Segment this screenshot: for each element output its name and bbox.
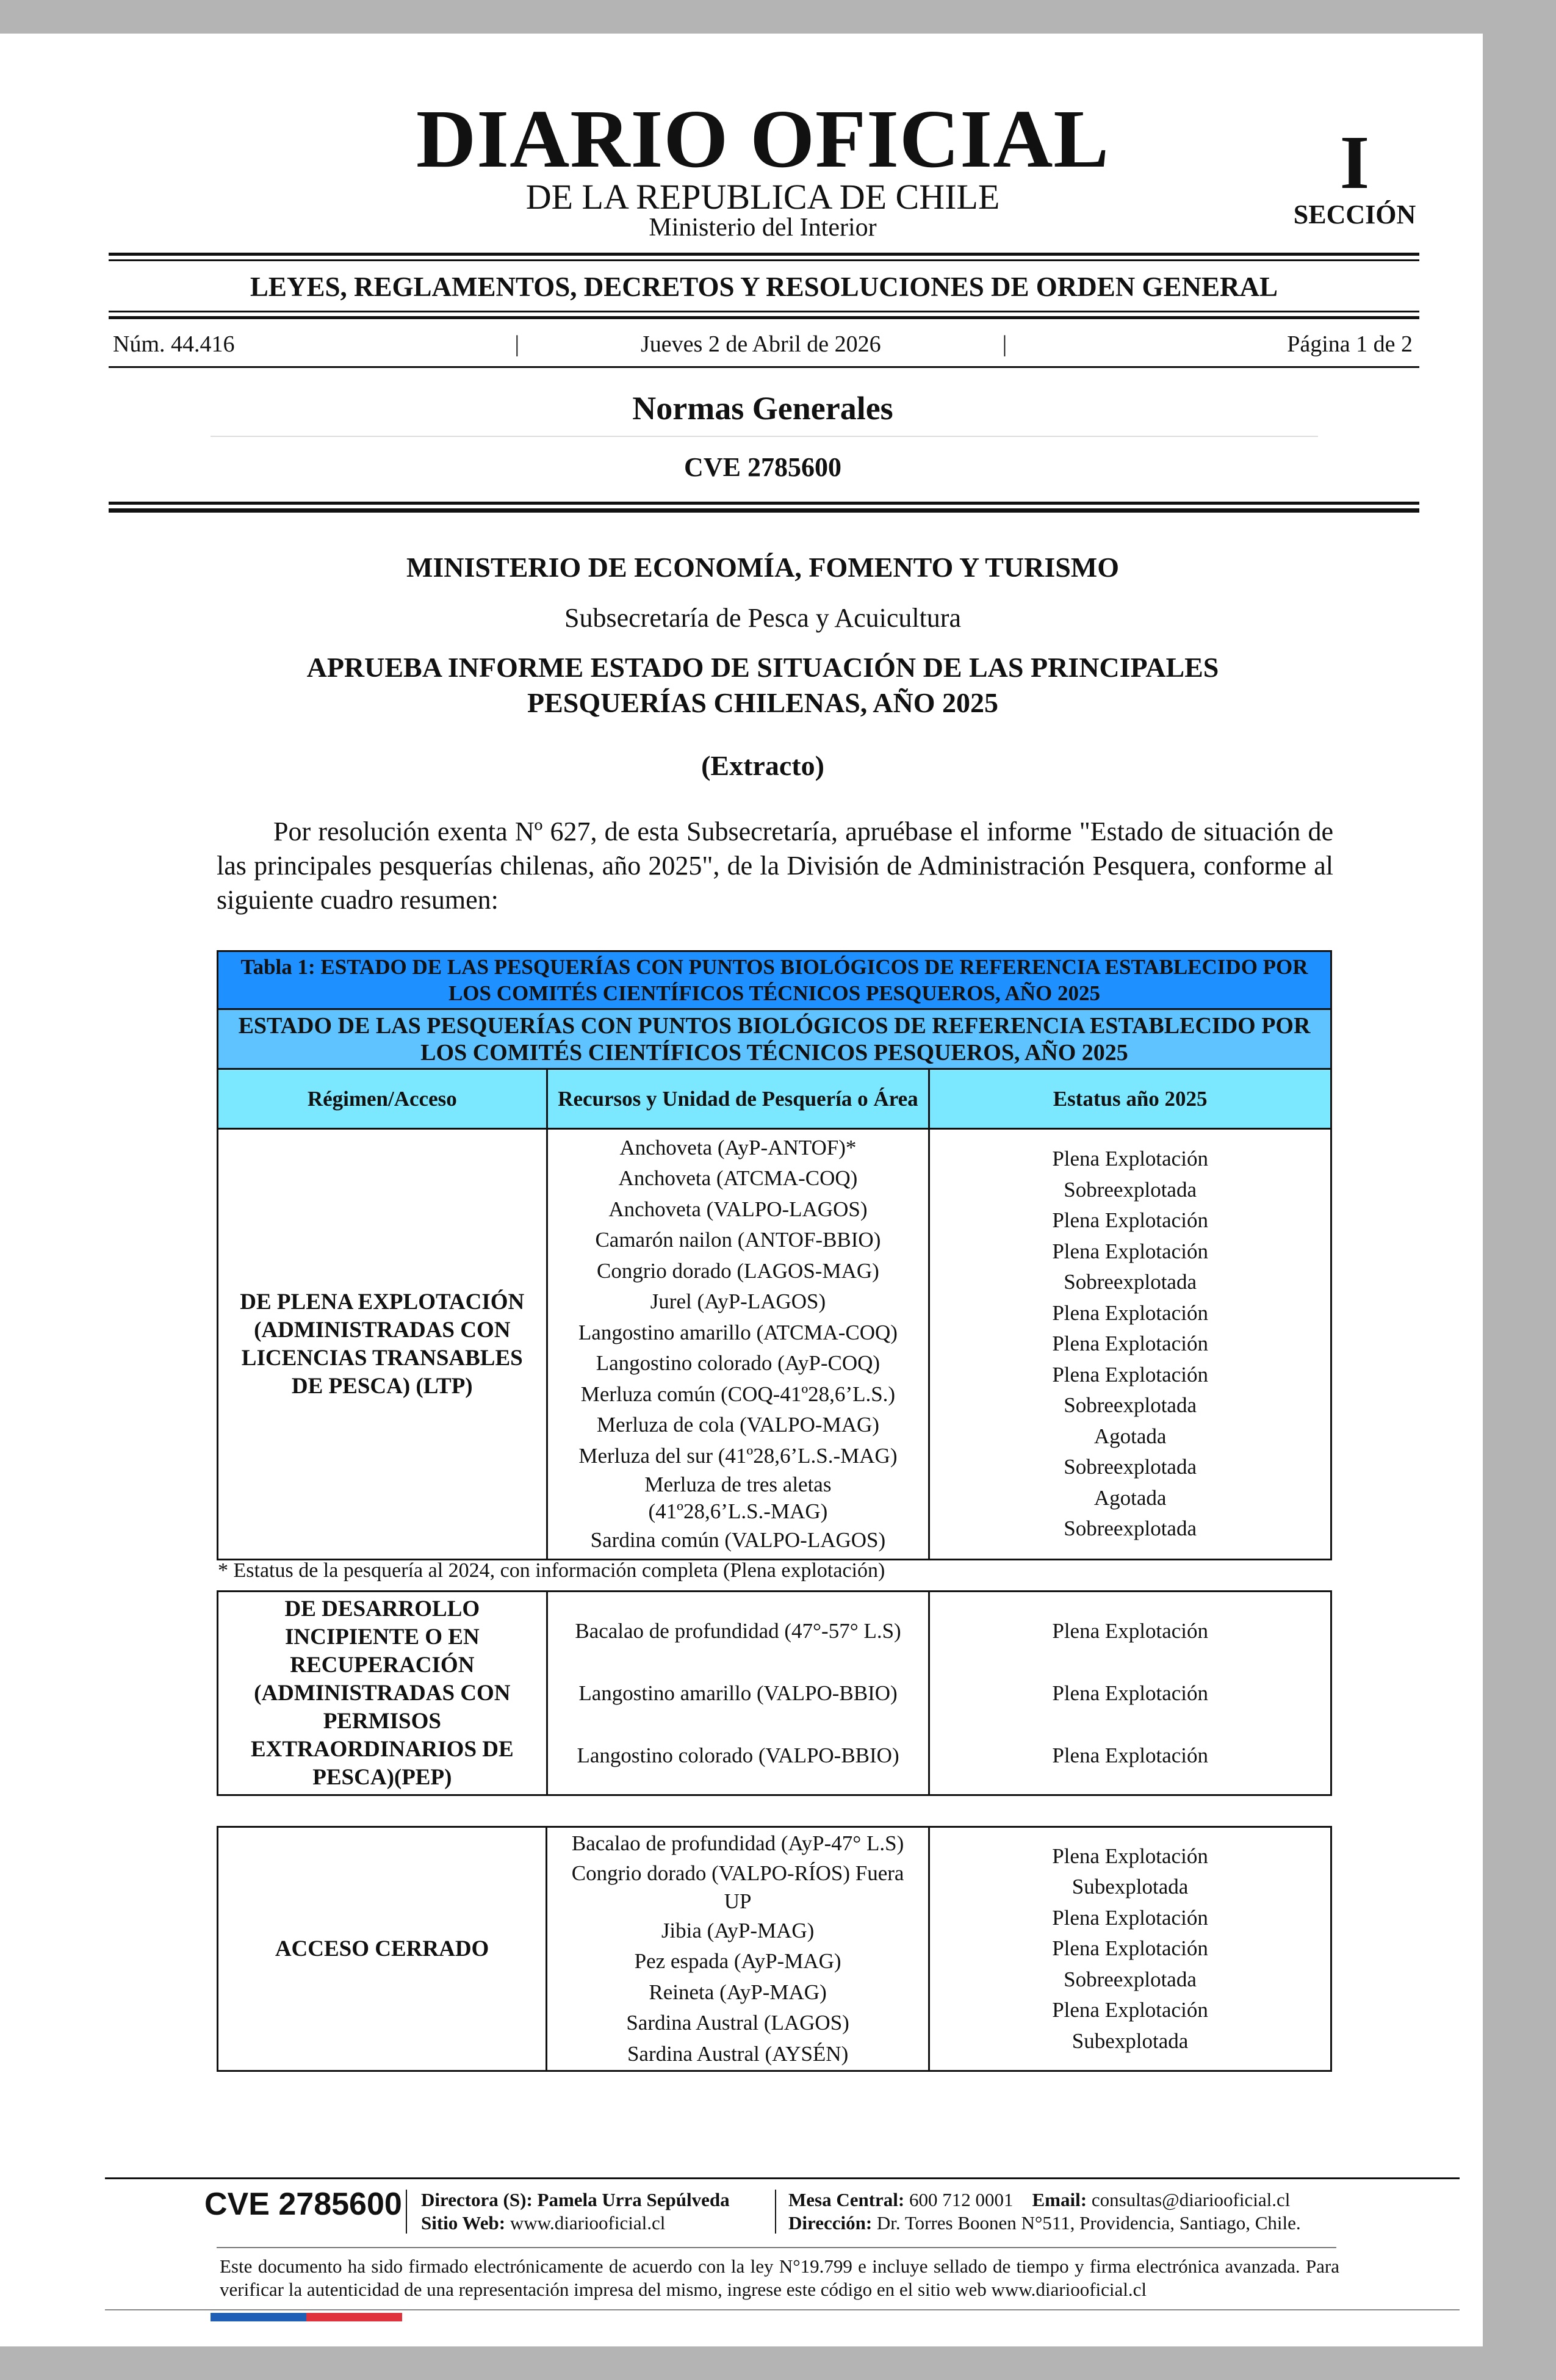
web-label: Sitio Web: — [421, 2212, 506, 2234]
footer-rule — [105, 2309, 1460, 2310]
web-link[interactable]: www.diariooficial.cl — [510, 2212, 666, 2234]
issue-row — [113, 331, 1413, 358]
list-item: Sobreexplotada — [1064, 1516, 1197, 1541]
director-label: Directora (S): — [421, 2189, 533, 2210]
table-caption: Tabla 1: ESTADO DE LAS PESQUERÍAS CON PUNTOS BIOLÓGICOS DE REFERENCIA ESTABLECIDO POR LOS COMITÉS CIENTÍFICOS TÉCNICOS PESQUEROS, AÑO 2025 — [218, 951, 1331, 1009]
list-item: Plena Explotación — [1052, 1936, 1208, 1961]
header-resources: Recursos y Unidad de Pesquería o Área — [547, 1069, 929, 1129]
category-title: Normas Generales — [632, 390, 893, 427]
table-footnote: * Estatus de la pesquería al 2024, con información completa (Plena explotación) — [218, 1559, 885, 1582]
regime-cell: ACCESO CERRADO — [218, 1827, 547, 2071]
list-item: Subexplotada — [1072, 2028, 1189, 2053]
list-item: Langostino colorado (VALPO-BBIO) — [577, 1743, 899, 1767]
list-item: Plena Explotación — [1052, 1681, 1208, 1705]
list-item: Congrio dorado (LAGOS-MAG) — [597, 1258, 879, 1283]
fisheries-table-closed — [217, 1826, 1332, 2072]
list-item: Langostino amarillo (VALPO-BBIO) — [578, 1681, 898, 1705]
list-item: Plena Explotación — [1052, 1332, 1208, 1356]
resources-cell — [547, 1592, 929, 1795]
list-item: Plena Explotación — [1052, 1147, 1208, 1171]
list-item: Jibia (AyP-MAG) — [661, 1918, 815, 1942]
list-item: (41º28,6’L.S.-MAG) — [648, 1499, 828, 1523]
footer-separator — [406, 2190, 407, 2234]
footer-director-block — [421, 2188, 730, 2235]
list-item: Plena Explotación — [1052, 1844, 1208, 1868]
issue-number: Núm. 44.416 — [113, 331, 235, 357]
list-item: Plena Explotación — [1052, 1362, 1208, 1387]
list-item: Sobreexplotada — [1064, 1270, 1197, 1294]
list-item: Agotada — [1093, 1424, 1167, 1448]
list-item: Anchoveta (ATCMA-COQ) — [618, 1166, 858, 1190]
list-item: Plena Explotación — [1052, 1618, 1208, 1643]
article-body: Por resolución exenta Nº 627, de esta Subsecretaría, apruébase el informe "Estado de situación de las principales pesquerías chilenas, año 2025", de la División de Administración Pesquera, conforme al siguiente cuadro resumen: — [217, 817, 1333, 915]
list-item: Bacalao de profundidad (47°-57° L.S) — [575, 1618, 901, 1643]
list-item: Congrio dorado (VALPO-RÍOS) Fuera — [571, 1861, 904, 1885]
issue-page: Página 1 de 2 — [1287, 331, 1413, 357]
list-item: Pez espada (AyP-MAG) — [634, 1949, 841, 1973]
masthead-subtitle: DE LA REPUBLICA DE CHILE — [525, 177, 1000, 217]
list-item: Sobreexplotada — [1064, 1177, 1197, 1202]
list-item: Merluza de cola (VALPO-MAG) — [596, 1413, 879, 1437]
list-item: UP — [724, 1889, 752, 1913]
regime-cell: DE PLENA EXPLOTACIÓN (ADMINISTRADAS CON LICENCIAS TRANSABLES DE PESCA) (LTP) — [218, 1129, 547, 1560]
list-item: Merluza de tres aletas — [644, 1473, 832, 1496]
article-subsecretaria: Subsecretaría de Pesca y Acuicultura — [564, 603, 961, 633]
rule — [109, 366, 1419, 368]
banner-heading: LEYES, REGLAMENTOS, DECRETOS Y RESOLUCIONES DE ORDEN GENERAL — [250, 272, 1278, 302]
list-item: Plena Explotación — [1052, 1905, 1208, 1930]
list-item: Langostino amarillo (ATCMA-COQ) — [578, 1320, 898, 1344]
rule — [109, 311, 1419, 312]
list-item: Plena Explotación — [1052, 1208, 1208, 1233]
section-number: I — [1339, 121, 1370, 205]
email-label: Email: — [1032, 2189, 1087, 2210]
list-item: Langostino colorado (AyP-COQ) — [596, 1351, 881, 1375]
article-title — [183, 650, 1342, 721]
list-item: Jurel (AyP-LAGOS) — [650, 1289, 826, 1313]
issue-date: Jueves 2 de Abril de 2026 — [641, 331, 881, 357]
list-item: Sobreexplotada — [1064, 1967, 1197, 1991]
article-title-line1: APRUEBA INFORME ESTADO DE SITUACIÓN DE LAS PRINCIPALES — [306, 652, 1219, 683]
resources-cell — [547, 1129, 929, 1560]
list-item: Sardina común (VALPO-LAGOS) — [590, 1528, 886, 1552]
list-item: Subexplotada — [1072, 1875, 1189, 1899]
divider — [211, 436, 1318, 437]
article-extract-label: (Extracto) — [701, 750, 824, 781]
list-item: Plena Explotación — [1052, 1300, 1208, 1325]
list-item: Merluza común (COQ-41º28,6’L.S.) — [580, 1382, 896, 1406]
list-item: Reineta (AyP-MAG) — [649, 1980, 827, 2004]
rule — [109, 502, 1419, 505]
phone-number: 600 712 0001 — [909, 2189, 1014, 2210]
footer-legal: Este documento ha sido firmado electrónicamente de acuerdo con la ley N°19.799 e incluye sellado de tiempo y firma electrónica avanzada. Para verificar la autenticidad de una representación impresa del mismo, ingrese este código en el sitio web www.diariooficial.cl — [220, 2256, 1339, 2300]
list-item: Sobreexplotada — [1064, 1455, 1197, 1479]
footer-divider — [217, 2247, 1336, 2248]
list-item: Merluza del sur (41º28,6’L.S.-MAG) — [578, 1443, 898, 1468]
list-item: Sobreexplotada — [1064, 1393, 1197, 1418]
status-cell — [929, 1827, 1331, 2071]
rule — [109, 253, 1419, 256]
email-link[interactable]: consultas@diariooficial.cl — [1091, 2189, 1291, 2210]
masthead-title: DIARIO OFICIAL — [416, 93, 1110, 185]
footer-contact-block — [788, 2188, 1301, 2235]
issue-separator: | — [1002, 331, 1007, 357]
director-name: Pamela Urra Sepúlveda — [537, 2189, 730, 2210]
list-item: Camarón nailon (ANTOF-BBIO) — [595, 1228, 881, 1252]
article-ministry: MINISTERIO DE ECONOMÍA, FOMENTO Y TURISMO — [406, 552, 1119, 583]
list-item: Anchoveta (VALPO-LAGOS) — [608, 1197, 868, 1221]
list-item: Anchoveta (AyP-ANTOF)* — [619, 1135, 857, 1159]
address-label: Dirección: — [788, 2212, 873, 2234]
fisheries-table — [217, 950, 1332, 1560]
section-label: SECCIÓN — [1293, 200, 1416, 229]
header-status: Estatus año 2025 — [929, 1069, 1331, 1129]
rule — [109, 508, 1419, 513]
header-regime: Régimen/Acceso — [218, 1069, 547, 1129]
flag-stripe-blue — [211, 2313, 306, 2321]
regime-cell: DE DESARROLLO INCIPIENTE O EN RECUPERACIÓN (ADMINISTRADAS CON PERMISOS EXTRAORDINARIOS DE PESCA)(PEP) — [218, 1592, 547, 1795]
resources-cell — [547, 1827, 929, 2071]
masthead-ministry: Ministerio del Interior — [649, 214, 877, 242]
flag-stripe-red — [306, 2313, 402, 2321]
footer-separator — [775, 2190, 776, 2234]
issue-separator: | — [514, 331, 520, 357]
fisheries-table-pep — [217, 1590, 1332, 1796]
list-item: Agotada — [1093, 1485, 1167, 1510]
footer-cve: CVE 2785600 — [204, 2187, 402, 2222]
footer-rule — [105, 2177, 1460, 2179]
address: Dr. Torres Boonen N°511, Providencia, Santiago, Chile. — [876, 2212, 1301, 2234]
table-subcaption: ESTADO DE LAS PESQUERÍAS CON PUNTOS BIOLÓGICOS DE REFERENCIA ESTABLECIDO POR LOS COMITÉS CIENTÍFICOS TÉCNICOS PESQUEROS, AÑO 2025 — [218, 1009, 1331, 1069]
cve-code: CVE 2785600 — [684, 452, 841, 482]
list-item: Plena Explotación — [1052, 1239, 1208, 1263]
list-item: Sardina Austral (LAGOS) — [626, 2011, 849, 2035]
article-title-line2: PESQUERÍAS CHILENAS, AÑO 2025 — [527, 687, 998, 718]
list-item: Sardina Austral (AYSÉN) — [627, 2041, 849, 2066]
status-cell — [929, 1129, 1331, 1560]
rule — [109, 316, 1419, 319]
rule — [109, 259, 1419, 261]
list-item: Plena Explotación — [1052, 1743, 1208, 1767]
list-item: Plena Explotación — [1052, 1998, 1208, 2022]
phone-label: Mesa Central: — [788, 2189, 905, 2210]
status-cell — [929, 1592, 1331, 1795]
list-item: Bacalao de profundidad (AyP-47° L.S) — [571, 1831, 904, 1855]
